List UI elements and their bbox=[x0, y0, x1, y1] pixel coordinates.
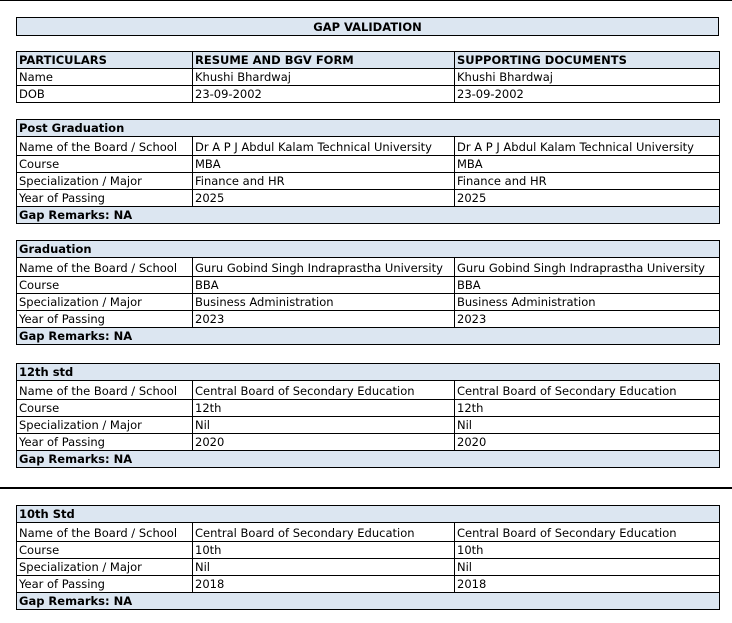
resume-value: 10th bbox=[193, 542, 455, 559]
docs-value: 12th bbox=[455, 400, 720, 417]
gap-remarks: Gap Remarks: NA bbox=[17, 451, 720, 468]
page-break-line bbox=[0, 487, 732, 489]
docs-value: 2018 bbox=[455, 576, 720, 593]
resume-value: Nil bbox=[193, 417, 455, 434]
docs-value: Finance and HR bbox=[455, 173, 720, 190]
docs-value: MBA bbox=[455, 156, 720, 173]
gap-remarks: Gap Remarks: NA bbox=[17, 328, 720, 345]
row-label: Specialization / Major bbox=[17, 417, 193, 434]
table-row bbox=[17, 277, 720, 294]
gap-remarks: Gap Remarks: NA bbox=[17, 207, 720, 224]
docs-value: 2023 bbox=[455, 311, 720, 328]
table-row bbox=[17, 523, 720, 542]
docs-value: Guru Gobind Singh Indraprastha University bbox=[455, 258, 720, 277]
row-label: DOB bbox=[17, 86, 193, 103]
row-label: Specialization / Major bbox=[17, 173, 193, 190]
row-label: Name of the Board / School bbox=[17, 381, 193, 400]
graduation-table bbox=[16, 240, 720, 345]
section-title: Graduation bbox=[17, 241, 720, 258]
resume-value: 2020 bbox=[193, 434, 455, 451]
row-label: Year of Passing bbox=[17, 311, 193, 328]
resume-value: Dr A P J Abdul Kalam Technical University bbox=[193, 137, 455, 156]
personal-details-table bbox=[16, 51, 720, 103]
docs-value: Nil bbox=[455, 417, 720, 434]
table-row bbox=[17, 173, 720, 190]
resume-value: 2018 bbox=[193, 576, 455, 593]
resume-value: Guru Gobind Singh Indraprastha University bbox=[193, 258, 455, 277]
resume-value: MBA bbox=[193, 156, 455, 173]
resume-value: Business Administration bbox=[193, 294, 455, 311]
header-particulars: PARTICULARS bbox=[17, 52, 193, 69]
row-label: Name of the Board / School bbox=[17, 258, 193, 277]
docs-value: Central Board of Secondary Education bbox=[455, 523, 720, 542]
table-row bbox=[17, 400, 720, 417]
page-title: GAP VALIDATION bbox=[16, 17, 719, 36]
table-row bbox=[17, 69, 720, 86]
top-border-line bbox=[0, 0, 732, 1]
row-label: Name of the Board / School bbox=[17, 523, 193, 542]
resume-value: 2023 bbox=[193, 311, 455, 328]
tenth-std-table bbox=[16, 505, 720, 610]
row-label: Name of the Board / School bbox=[17, 137, 193, 156]
row-label: Course bbox=[17, 400, 193, 417]
docs-value: Central Board of Secondary Education bbox=[455, 381, 720, 400]
row-label: Course bbox=[17, 542, 193, 559]
docs-value: Nil bbox=[455, 559, 720, 576]
row-label: Year of Passing bbox=[17, 190, 193, 207]
table-row bbox=[17, 311, 720, 328]
header-supporting: SUPPORTING DOCUMENTS bbox=[455, 52, 720, 69]
resume-value: Nil bbox=[193, 559, 455, 576]
section-title: 12th std bbox=[17, 364, 720, 381]
row-label: Specialization / Major bbox=[17, 294, 193, 311]
resume-value: BBA bbox=[193, 277, 455, 294]
resume-value: 23-09-2002 bbox=[193, 86, 455, 103]
docs-value: 23-09-2002 bbox=[455, 86, 720, 103]
row-label: Year of Passing bbox=[17, 576, 193, 593]
row-label: Name bbox=[17, 69, 193, 86]
table-row bbox=[17, 417, 720, 434]
table-row bbox=[17, 156, 720, 173]
docs-value: Khushi Bhardwaj bbox=[455, 69, 720, 86]
docs-value: 2025 bbox=[455, 190, 720, 207]
docs-value: Business Administration bbox=[455, 294, 720, 311]
table-row bbox=[17, 86, 720, 103]
table-row bbox=[17, 258, 720, 277]
table-row bbox=[17, 190, 720, 207]
twelfth-std-table bbox=[16, 363, 720, 468]
resume-value: Central Board of Secondary Education bbox=[193, 523, 455, 542]
table-row bbox=[17, 434, 720, 451]
section-title: Post Graduation bbox=[17, 120, 720, 137]
table-row bbox=[17, 576, 720, 593]
table-row bbox=[17, 381, 720, 400]
row-label: Course bbox=[17, 156, 193, 173]
docs-value: BBA bbox=[455, 277, 720, 294]
section-title: 10th Std bbox=[17, 506, 720, 523]
docs-value: 10th bbox=[455, 542, 720, 559]
header-resume: RESUME AND BGV FORM bbox=[193, 52, 455, 69]
table-row bbox=[17, 542, 720, 559]
row-label: Course bbox=[17, 277, 193, 294]
resume-value: 2025 bbox=[193, 190, 455, 207]
docs-value: Dr A P J Abdul Kalam Technical University bbox=[455, 137, 720, 156]
row-label: Year of Passing bbox=[17, 434, 193, 451]
resume-value: Central Board of Secondary Education bbox=[193, 381, 455, 400]
table-row bbox=[17, 137, 720, 156]
resume-value: Khushi Bhardwaj bbox=[193, 69, 455, 86]
resume-value: 12th bbox=[193, 400, 455, 417]
docs-value: 2020 bbox=[455, 434, 720, 451]
table-row bbox=[17, 559, 720, 576]
gap-remarks: Gap Remarks: NA bbox=[17, 593, 720, 610]
resume-value: Finance and HR bbox=[193, 173, 455, 190]
header-row bbox=[17, 52, 720, 69]
table-row bbox=[17, 294, 720, 311]
post-graduation-table bbox=[16, 119, 720, 224]
row-label: Specialization / Major bbox=[17, 559, 193, 576]
